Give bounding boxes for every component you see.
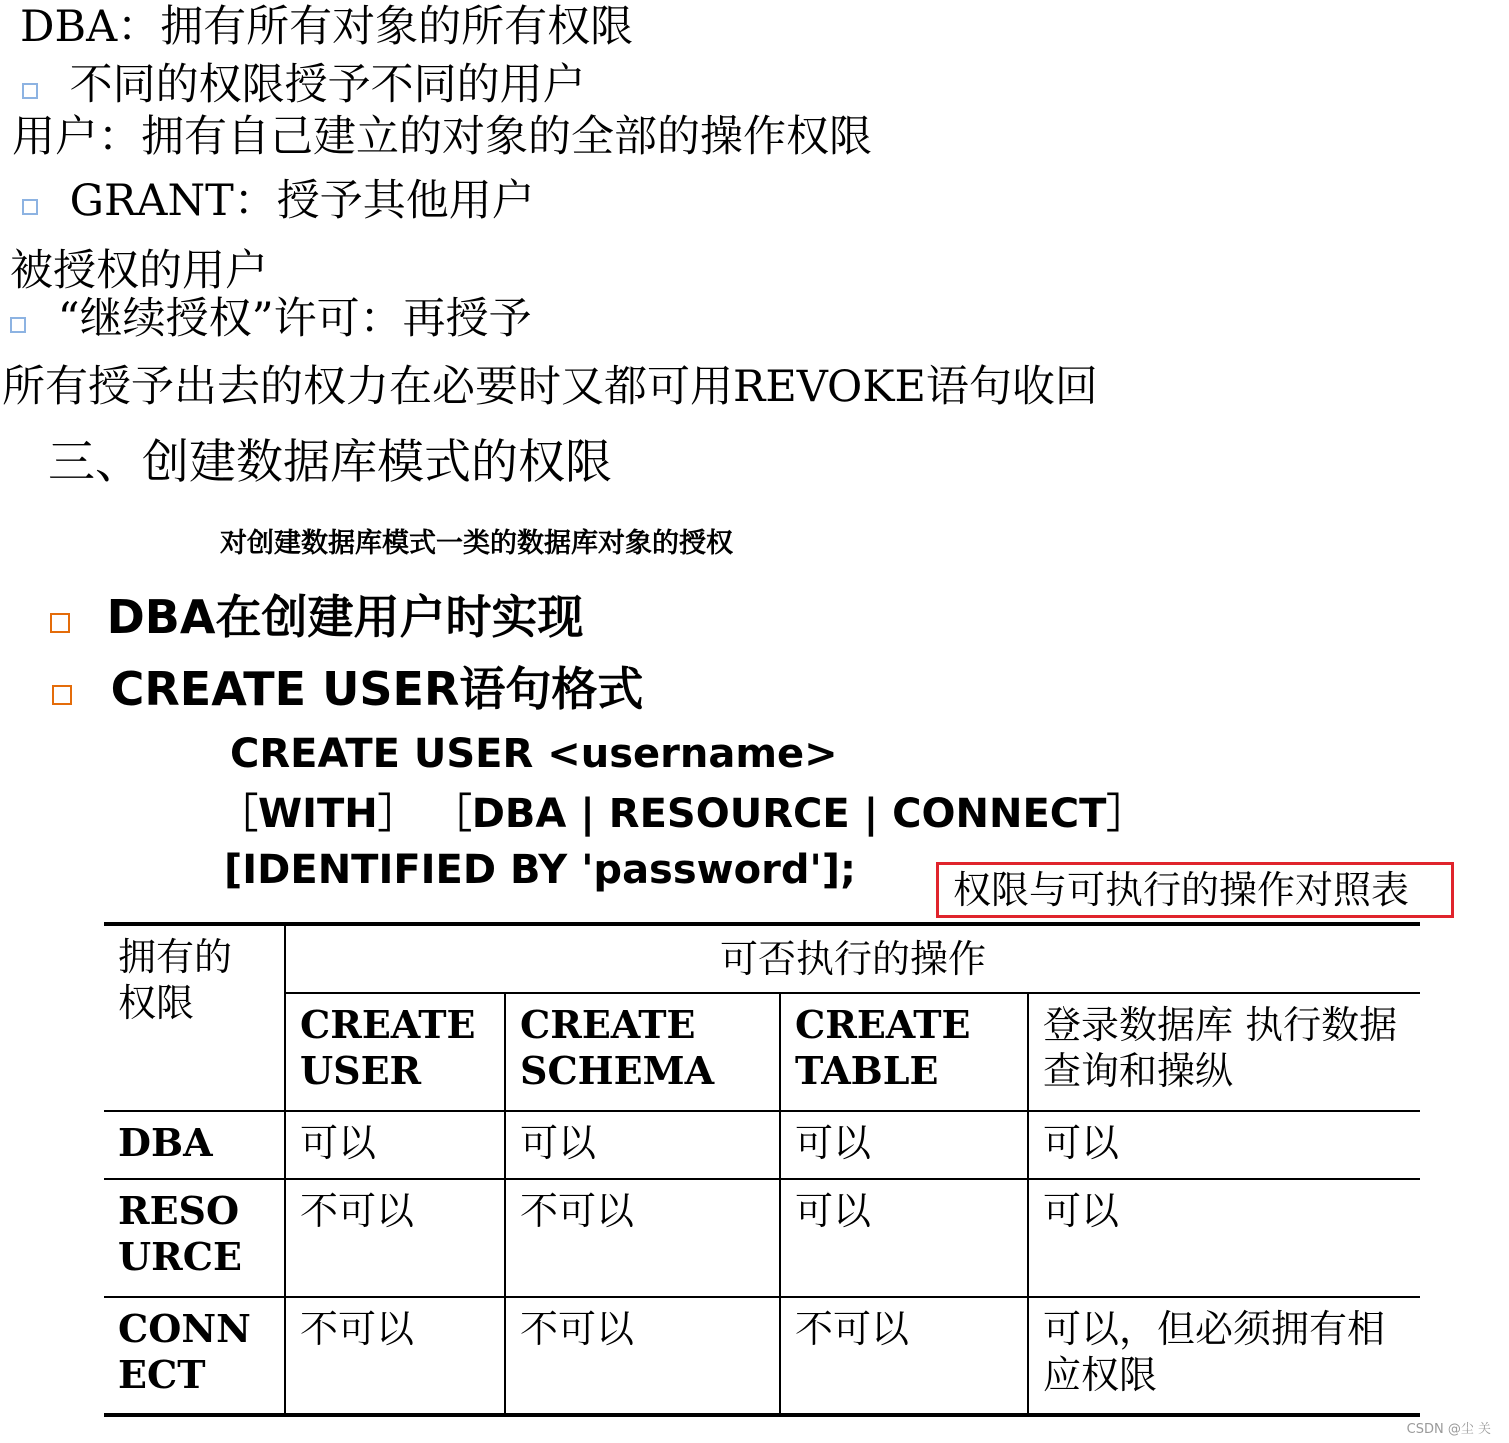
column-header-create-user: CREATE USER	[285, 993, 505, 1111]
syntax-line-1: CREATE USER <username>	[230, 731, 838, 777]
table-cell: 可以，但必须拥有相应权限	[1028, 1297, 1420, 1415]
table-cell: 可以	[780, 1179, 1028, 1297]
bullet-create-user-format: CREATE USER语句格式	[52, 660, 643, 718]
column-header-create-schema: CREATE SCHEMA	[505, 993, 780, 1111]
syntax-line-2: ［WITH］ ［DBA | RESOURCE | CONNECT］	[218, 791, 1147, 837]
column-header-row	[104, 993, 1420, 1111]
privilege-table	[104, 922, 1420, 1417]
table-cell: 可以	[780, 1111, 1028, 1179]
syntax-line-3: [IDENTIFIED BY 'password'];	[224, 847, 856, 893]
square-bullet-icon	[50, 613, 70, 633]
bullet-continue-grant: “继续授权”许可：再授予	[10, 294, 532, 344]
table-cell: 不可以	[285, 1297, 505, 1415]
table-cell: 不可以	[780, 1297, 1028, 1415]
bullet-dba-create-user: DBA在创建用户时实现	[50, 588, 583, 646]
table-cell: 可以	[1028, 1179, 1420, 1297]
table-cell: 可以	[505, 1111, 780, 1179]
table-cell: 不可以	[505, 1297, 780, 1415]
section-heading: 三、创建数据库模式的权限	[48, 435, 612, 490]
table-row	[104, 1111, 1420, 1179]
table-row	[104, 1179, 1420, 1297]
table-header-row	[104, 924, 1420, 993]
line-user-privileges: 用户：拥有自己建立的对象的全部的操作权限	[12, 112, 872, 162]
bullet-different-privileges: 不同的权限授予不同的用户	[22, 60, 586, 110]
column-header-create-table: CREATE TABLE	[780, 993, 1028, 1111]
caption-text: 对创建数据库模式一类的数据库对象的授权	[220, 528, 733, 559]
watermark: CSDN @尘 关	[1406, 1422, 1491, 1437]
line-granted-user: 被授权的用户	[10, 246, 268, 296]
group-header-cell: 可否执行的操作	[285, 924, 1420, 993]
square-bullet-icon	[22, 83, 38, 99]
table-cell: 可以	[285, 1111, 505, 1179]
row-role-cell: CONNECT	[104, 1297, 285, 1415]
table-cell: 不可以	[505, 1179, 780, 1297]
table-title-highlight: 权限与可执行的操作对照表	[936, 862, 1454, 918]
square-bullet-icon	[22, 199, 38, 215]
square-bullet-icon	[52, 685, 72, 705]
line-revoke: 所有授予出去的权力在必要时又都可用REVOKE语句收回	[2, 362, 1098, 412]
line-dba-privileges: DBA：拥有所有对象的所有权限	[20, 2, 634, 52]
row-role-cell: DBA	[104, 1111, 285, 1179]
corner-header-cell: 拥有的权限	[104, 924, 285, 1111]
table-row	[104, 1297, 1420, 1415]
bullet-grant: GRANT：授予其他用户	[22, 176, 535, 226]
row-role-cell: RESOURCE	[104, 1179, 285, 1297]
square-bullet-icon	[10, 317, 26, 333]
column-header-login-query: 登录数据库 执行数据查询和操纵	[1028, 993, 1420, 1111]
table-cell: 不可以	[285, 1179, 505, 1297]
table-cell: 可以	[1028, 1111, 1420, 1179]
